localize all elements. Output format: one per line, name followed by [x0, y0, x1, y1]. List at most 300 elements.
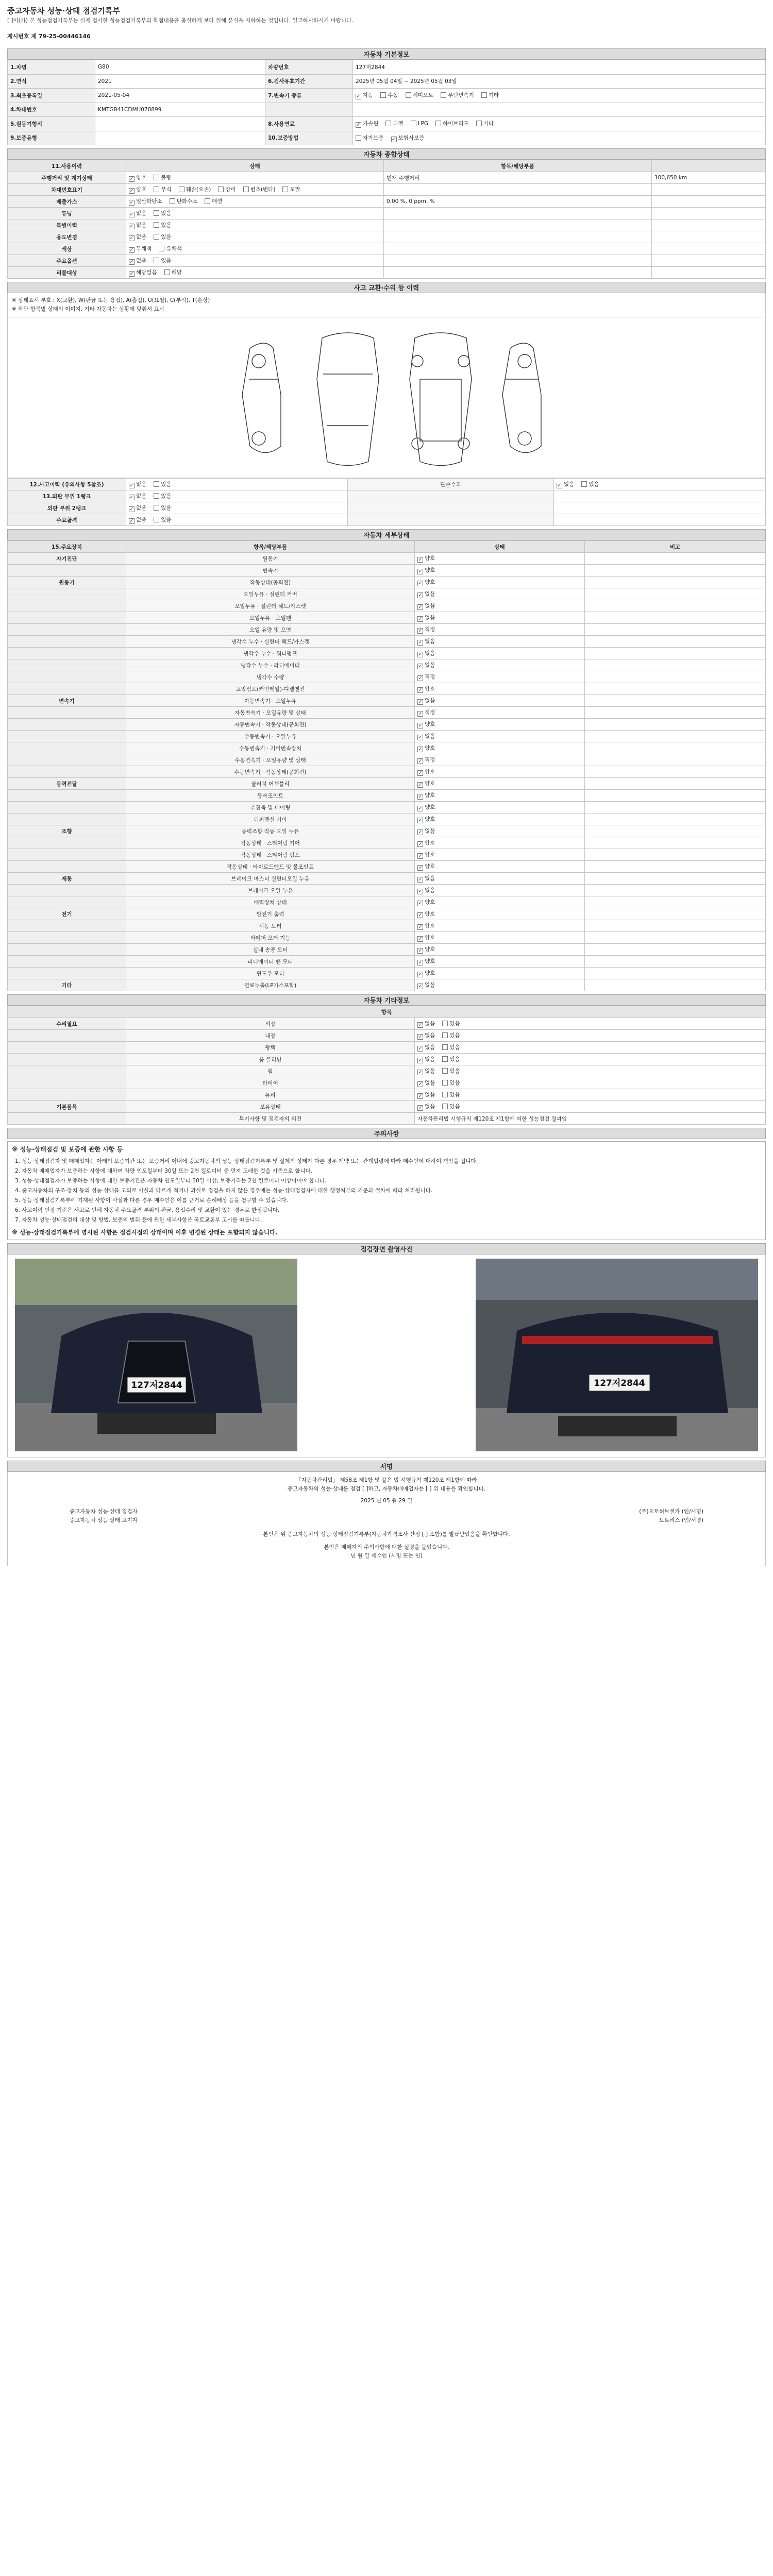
- checkbox-checked[interactable]: ✓: [418, 948, 423, 954]
- checkbox-option[interactable]: [154, 481, 171, 487]
- checkbox-label: 디젤: [393, 121, 404, 127]
- checkbox-option[interactable]: [129, 481, 146, 487]
- checkbox-checked[interactable]: ✓: [418, 794, 423, 800]
- checkbox-option[interactable]: [417, 757, 435, 763]
- checkbox-option[interactable]: [442, 1092, 460, 1098]
- checkbox-option[interactable]: [154, 222, 171, 228]
- detail-state: [415, 837, 585, 849]
- checkbox-option[interactable]: [481, 92, 499, 98]
- detail-category: 변속기: [8, 695, 126, 707]
- checkbox-option[interactable]: [417, 1021, 435, 1027]
- checkbox-checked[interactable]: ✓: [391, 136, 396, 142]
- checkbox-checked[interactable]: ✓: [129, 495, 134, 500]
- other-category: [8, 1030, 126, 1042]
- checkbox-unchecked[interactable]: [441, 92, 446, 98]
- checkbox-option[interactable]: [417, 709, 435, 716]
- checkbox-option[interactable]: [129, 493, 146, 499]
- detail-remark: [585, 778, 766, 790]
- checkbox-checked[interactable]: ✓: [557, 483, 562, 488]
- detail-row: [8, 624, 766, 636]
- checkbox-checked[interactable]: ✓: [418, 581, 423, 586]
- checkbox-option[interactable]: [417, 662, 435, 668]
- checkbox-label: 있음: [161, 234, 172, 240]
- checkbox-option[interactable]: [154, 187, 171, 193]
- checkbox-unchecked[interactable]: [218, 187, 224, 192]
- checkbox-option[interactable]: [129, 210, 146, 216]
- checkbox-checked[interactable]: ✓: [129, 235, 134, 241]
- checkbox-option[interactable]: [417, 982, 435, 988]
- checkbox-unchecked[interactable]: [154, 234, 159, 240]
- basic-label: 10.보증방법: [265, 131, 353, 145]
- checkbox-option[interactable]: [417, 615, 435, 621]
- checkbox-option[interactable]: [417, 1080, 435, 1086]
- detail-item: 시동 모터: [126, 920, 415, 932]
- checkbox-unchecked[interactable]: [179, 187, 184, 192]
- document-number-row: [7, 32, 766, 45]
- document-notice: [ ]이(가) 본 성능점검기록부는 실제 검사한 성능점검기록부의 확점내용을 충실하게 보다 위해 분실을 지하하는 것입니다. 일고하시하시기 바랍니다.: [7, 18, 354, 24]
- checkbox-option[interactable]: [417, 1044, 435, 1050]
- checkbox-label: 없음: [425, 615, 435, 621]
- checkbox-option[interactable]: [129, 187, 146, 193]
- basic-label: 2.연식: [8, 74, 95, 89]
- detail-state: [415, 742, 585, 754]
- detail-item: 작동상태(공회전): [126, 577, 415, 588]
- checkbox-unchecked[interactable]: [154, 175, 159, 180]
- checkbox-checked[interactable]: ✓: [418, 592, 423, 598]
- checkbox-checked[interactable]: ✓: [418, 818, 423, 823]
- detail-remark: [585, 612, 766, 624]
- checkbox-checked[interactable]: ✓: [418, 1093, 423, 1099]
- checkbox-label: 양호: [425, 781, 435, 787]
- checkbox-unchecked[interactable]: [154, 505, 159, 511]
- checkbox-checked[interactable]: ✓: [418, 972, 423, 977]
- checkbox-label: 변조(변타): [250, 187, 276, 193]
- checkbox-checked[interactable]: ✓: [418, 711, 423, 717]
- checkbox-unchecked[interactable]: [442, 1056, 448, 1062]
- detail-category: [8, 683, 126, 695]
- checkbox-option[interactable]: [282, 187, 300, 193]
- checkbox-checked[interactable]: ✓: [129, 271, 134, 277]
- checkbox-option[interactable]: [417, 567, 435, 573]
- checkbox-option[interactable]: [129, 198, 162, 205]
- basic-label: 차량번호: [265, 60, 353, 75]
- caution-item: 5. 성능·상태점검기록부에 기재된 사항이 사실과 다른 경우 매수인은 이를 근거로 손해배상 등을 청구할 수 있습니다.: [15, 1197, 288, 1204]
- checkbox-unchecked[interactable]: [154, 222, 159, 228]
- basic-label: 8.사용연료: [265, 117, 353, 131]
- checkbox-unchecked[interactable]: [442, 1044, 448, 1050]
- checkbox-checked[interactable]: ✓: [418, 569, 423, 574]
- detail-remark: [585, 553, 766, 565]
- checkbox-label: 양호: [425, 745, 435, 751]
- checkbox-option[interactable]: [417, 1056, 435, 1062]
- checkbox-option[interactable]: [417, 733, 435, 739]
- checkbox-option[interactable]: [417, 828, 435, 834]
- checkbox-option[interactable]: [154, 258, 171, 264]
- checkbox-option[interactable]: [154, 175, 171, 181]
- checkbox-option[interactable]: [164, 269, 182, 276]
- checkbox-unchecked[interactable]: [442, 1092, 448, 1097]
- checkbox-option[interactable]: [356, 135, 384, 141]
- other-item: 광택: [126, 1042, 415, 1054]
- checkbox-unchecked[interactable]: [243, 187, 249, 192]
- detail-row: [8, 968, 766, 979]
- checkbox-option[interactable]: [417, 1032, 435, 1039]
- checkbox-option[interactable]: [205, 198, 222, 205]
- checkbox-option[interactable]: [129, 234, 146, 240]
- detail-category: [8, 861, 126, 873]
- other-row: [8, 1089, 766, 1101]
- checkbox-checked[interactable]: ✓: [418, 901, 423, 906]
- checkbox-option[interactable]: [417, 1092, 435, 1098]
- checkbox-option[interactable]: [129, 222, 146, 228]
- checkbox-checked[interactable]: ✓: [418, 675, 423, 681]
- checkbox-checked[interactable]: ✓: [129, 224, 134, 229]
- checkbox-checked[interactable]: ✓: [418, 865, 423, 871]
- basic-row: [8, 74, 766, 89]
- checkbox-label: 없음: [564, 481, 575, 487]
- checkbox-unchecked[interactable]: [282, 187, 288, 192]
- checkbox-option[interactable]: [417, 674, 435, 680]
- checkbox-unchecked[interactable]: [154, 258, 159, 263]
- detail-item: 오일누유 · 오일팬: [126, 612, 415, 624]
- checkbox-checked[interactable]: ✓: [418, 829, 423, 835]
- detail-category: [8, 731, 126, 742]
- checkbox-option[interactable]: [417, 769, 435, 775]
- other-options: [415, 1089, 766, 1101]
- checkbox-unchecked[interactable]: [385, 121, 391, 126]
- checkbox-checked[interactable]: ✓: [418, 758, 423, 764]
- other-options: [415, 1065, 766, 1077]
- checkbox-option[interactable]: [557, 481, 574, 487]
- checkbox-label: 있음: [161, 493, 172, 499]
- detail-remark: [585, 896, 766, 908]
- checkbox-unchecked[interactable]: [154, 210, 159, 216]
- detail-remark: [585, 885, 766, 896]
- checkbox-unchecked[interactable]: [154, 517, 159, 522]
- checkbox-option[interactable]: [417, 555, 435, 562]
- checkbox-option[interactable]: [476, 121, 494, 127]
- checkbox-option[interactable]: [417, 875, 435, 882]
- checkbox-label: 없음: [136, 234, 147, 240]
- detail-state: [415, 956, 585, 968]
- checkbox-checked[interactable]: ✓: [418, 1070, 423, 1075]
- detail-state: [415, 659, 585, 671]
- checkbox-option[interactable]: [442, 1056, 460, 1062]
- checkbox-option[interactable]: [417, 638, 435, 645]
- checkbox-unchecked[interactable]: [442, 1080, 448, 1086]
- detail-state: [415, 873, 585, 885]
- checkbox-unchecked[interactable]: [380, 92, 386, 98]
- checkbox-option[interactable]: [417, 1068, 435, 1074]
- checkbox-option[interactable]: [417, 911, 435, 917]
- checkbox-checked[interactable]: ✓: [129, 200, 134, 206]
- detail-row: [8, 908, 766, 920]
- other-table: [7, 1006, 766, 1125]
- checkbox-checked[interactable]: ✓: [418, 782, 423, 788]
- checkbox-option[interactable]: [417, 804, 435, 810]
- checkbox-option[interactable]: [417, 946, 435, 953]
- detail-row: [8, 861, 766, 873]
- checkbox-unchecked[interactable]: [442, 1032, 448, 1038]
- condition-options: [126, 267, 384, 279]
- checkbox-checked[interactable]: ✓: [418, 984, 423, 989]
- checkbox-unchecked[interactable]: [476, 121, 482, 126]
- detail-row: [8, 565, 766, 577]
- detail-state: [415, 754, 585, 766]
- checkbox-option[interactable]: [154, 210, 171, 216]
- checkbox-option[interactable]: [385, 121, 403, 127]
- checkbox-option[interactable]: [154, 234, 171, 240]
- detail-remark: [585, 648, 766, 659]
- checkbox-checked[interactable]: ✓: [418, 557, 423, 563]
- checkbox-option[interactable]: [442, 1068, 460, 1074]
- detail-row: [8, 896, 766, 908]
- checkbox-option[interactable]: [129, 246, 152, 252]
- checkbox-option[interactable]: [129, 505, 146, 511]
- checkbox-checked[interactable]: ✓: [418, 877, 423, 883]
- checkbox-unchecked[interactable]: [205, 198, 210, 204]
- accident-label: 12.사고이력 (유의사항 5참조): [8, 479, 126, 490]
- checkbox-option[interactable]: [129, 269, 157, 276]
- accident-options-2: [554, 490, 766, 502]
- detail-item: 변속기: [126, 565, 415, 577]
- detail-item: 추진축 및 베어링: [126, 802, 415, 814]
- detail-header: 상태: [415, 541, 585, 553]
- checkbox-label: 양호: [425, 804, 435, 810]
- checkbox-checked[interactable]: ✓: [418, 652, 423, 657]
- detail-remark: [585, 825, 766, 837]
- checkbox-option[interactable]: [129, 517, 146, 523]
- detail-remark: [585, 802, 766, 814]
- checkbox-option[interactable]: [417, 721, 435, 727]
- checkbox-option[interactable]: [417, 970, 435, 976]
- checkbox-checked[interactable]: ✓: [418, 747, 423, 752]
- checkbox-unchecked[interactable]: [170, 198, 175, 204]
- checkbox-unchecked[interactable]: [154, 481, 159, 487]
- checkbox-option[interactable]: [417, 863, 435, 870]
- checkbox-checked[interactable]: ✓: [418, 889, 423, 894]
- checkbox-option[interactable]: [129, 258, 146, 264]
- checkbox-checked[interactable]: ✓: [418, 735, 423, 740]
- checkbox-label: 있음: [161, 517, 172, 523]
- checkbox-checked[interactable]: ✓: [418, 1034, 423, 1040]
- accident-table: [7, 478, 766, 526]
- checkbox-option[interactable]: [411, 121, 428, 127]
- checkbox-option[interactable]: [417, 852, 435, 858]
- basic-row: [8, 60, 766, 75]
- dealer-label: 중고자동차 성능·상태 고지자: [70, 1517, 138, 1523]
- detail-item: 실내 송풍 모터: [126, 944, 415, 956]
- other-options: [415, 1018, 766, 1030]
- checkbox-option[interactable]: [391, 135, 425, 141]
- checkbox-option[interactable]: [154, 505, 171, 511]
- checkbox-option[interactable]: [356, 121, 378, 127]
- other-options: 자동차관리법 시행규칙 제120조 제1항에 의한 성능점검 결과임: [415, 1113, 766, 1125]
- checkbox-checked[interactable]: ✓: [418, 699, 423, 705]
- checkbox-option[interactable]: [417, 816, 435, 822]
- checkbox-checked[interactable]: ✓: [418, 1105, 423, 1111]
- checkbox-checked[interactable]: ✓: [418, 687, 423, 693]
- checkbox-checked[interactable]: ✓: [418, 1081, 423, 1087]
- checkbox-checked[interactable]: ✓: [418, 960, 423, 965]
- checkbox-checked[interactable]: ✓: [129, 483, 134, 488]
- checkbox-checked[interactable]: ✓: [129, 259, 134, 265]
- checkbox-option[interactable]: [170, 198, 198, 205]
- accident-label-2: [348, 502, 554, 514]
- checkbox-option[interactable]: [417, 591, 435, 597]
- checkbox-checked[interactable]: ✓: [418, 604, 423, 610]
- checkbox-option[interactable]: [417, 745, 435, 751]
- checkbox-checked[interactable]: ✓: [129, 176, 134, 182]
- checkbox-unchecked[interactable]: [481, 92, 487, 98]
- signature-date: 2025 년 05 월 29 일: [360, 1498, 413, 1504]
- detail-remark: [585, 719, 766, 731]
- condition-note: [384, 231, 652, 243]
- checkbox-unchecked[interactable]: [442, 1021, 448, 1026]
- checkbox-checked[interactable]: ✓: [418, 628, 423, 634]
- checkbox-label: 무단변속기: [448, 92, 474, 99]
- checkbox-checked[interactable]: ✓: [418, 664, 423, 669]
- checkbox-checked[interactable]: ✓: [356, 122, 361, 128]
- checkbox-option[interactable]: [435, 121, 469, 127]
- checkbox-checked[interactable]: ✓: [418, 616, 423, 622]
- checkbox-unchecked[interactable]: [411, 121, 416, 126]
- rear-car-image: [476, 1259, 758, 1451]
- checkbox-option[interactable]: [417, 935, 435, 941]
- checkbox-option[interactable]: [417, 579, 435, 585]
- checkbox-checked[interactable]: ✓: [129, 188, 134, 194]
- checkbox-option[interactable]: [442, 1104, 460, 1110]
- checkbox-unchecked[interactable]: [406, 92, 411, 98]
- checkbox-checked[interactable]: ✓: [418, 806, 423, 811]
- checkbox-unchecked[interactable]: [356, 135, 361, 141]
- checkbox-checked[interactable]: ✓: [129, 518, 134, 524]
- detail-item: 냉각수 누수 · 라디에이터: [126, 659, 415, 671]
- detail-row: [8, 956, 766, 968]
- checkbox-option[interactable]: [417, 603, 435, 609]
- checkbox-checked[interactable]: ✓: [418, 853, 423, 859]
- basic-label: 1.차명: [8, 60, 95, 75]
- checkbox-option[interactable]: [406, 92, 434, 98]
- checkbox-checked[interactable]: ✓: [418, 1046, 423, 1052]
- checkbox-option[interactable]: [154, 493, 171, 499]
- checkbox-option[interactable]: [159, 246, 181, 252]
- checkbox-option[interactable]: [417, 899, 435, 905]
- checkbox-unchecked[interactable]: [581, 481, 587, 487]
- detail-item: 수동변속기 · 오일누유: [126, 731, 415, 742]
- checkbox-unchecked[interactable]: [164, 269, 170, 275]
- checkbox-option[interactable]: [218, 187, 236, 193]
- checkbox-unchecked[interactable]: [435, 121, 441, 126]
- checkbox-option[interactable]: [179, 187, 211, 193]
- condition-extra: [652, 196, 766, 208]
- detail-remark: [585, 814, 766, 825]
- checkbox-checked[interactable]: ✓: [418, 723, 423, 728]
- checkbox-label: 있음: [161, 210, 172, 216]
- checkbox-checked[interactable]: ✓: [418, 770, 423, 776]
- checkbox-unchecked[interactable]: [154, 493, 159, 499]
- checkbox-checked[interactable]: ✓: [418, 640, 423, 646]
- checkbox-checked[interactable]: ✓: [418, 841, 423, 847]
- condition-row: [8, 231, 766, 243]
- condition-note: [384, 243, 652, 255]
- section-basic-title: 자동차 기본정보: [7, 48, 766, 60]
- condition-row: [8, 184, 766, 196]
- other-item: 보유상태: [126, 1101, 415, 1113]
- checkbox-option[interactable]: [356, 92, 373, 98]
- detail-item: 자동변속기 · 작동상태(공회전): [126, 719, 415, 731]
- checkbox-option[interactable]: [417, 698, 435, 704]
- checkbox-checked[interactable]: ✓: [418, 1058, 423, 1063]
- accident-label: 13.외판 부위 1랭크: [8, 490, 126, 502]
- checkbox-option[interactable]: [442, 1044, 460, 1050]
- checkbox-option[interactable]: [581, 481, 599, 487]
- detail-category: 자기진단: [8, 553, 126, 565]
- detail-item: 수동변속기 · 작동상태(공회전): [126, 766, 415, 778]
- checkbox-checked[interactable]: ✓: [129, 212, 134, 217]
- checkbox-option[interactable]: [442, 1021, 460, 1027]
- checkbox-option[interactable]: [154, 517, 171, 523]
- checkbox-unchecked[interactable]: [442, 1104, 448, 1109]
- detail-item: 와이퍼 모터 기능: [126, 932, 415, 944]
- checkbox-option[interactable]: [417, 781, 435, 787]
- checkbox-label: 없음: [136, 505, 147, 511]
- checkbox-label: 없음: [425, 1104, 435, 1110]
- checkbox-unchecked[interactable]: [442, 1068, 448, 1074]
- checkbox-option[interactable]: [442, 1032, 460, 1039]
- section-signature-title: 서명: [7, 1461, 766, 1472]
- detail-category: [8, 565, 126, 577]
- checkbox-unchecked[interactable]: [159, 246, 164, 251]
- checkbox-checked[interactable]: ✓: [356, 94, 361, 100]
- other-options: [415, 1077, 766, 1089]
- checkbox-option[interactable]: [380, 92, 398, 98]
- checkbox-option[interactable]: [417, 887, 435, 893]
- checkbox-option[interactable]: [129, 175, 146, 181]
- basic-label: 5.원동기형식: [8, 117, 95, 131]
- checkbox-option[interactable]: [417, 840, 435, 846]
- checkbox-option[interactable]: [417, 626, 435, 633]
- checkbox-option[interactable]: [441, 92, 474, 98]
- checkbox-option[interactable]: [417, 792, 435, 799]
- checkbox-option[interactable]: [417, 923, 435, 929]
- checkbox-checked[interactable]: ✓: [418, 936, 423, 942]
- other-item: 특기사항 및 점검자의 의견: [126, 1113, 415, 1125]
- checkbox-checked[interactable]: ✓: [418, 924, 423, 930]
- detail-state: [415, 896, 585, 908]
- checkbox-checked[interactable]: ✓: [418, 1022, 423, 1028]
- accident-label-2: [348, 490, 554, 502]
- condition-options: [126, 172, 384, 184]
- checkbox-option[interactable]: [417, 686, 435, 692]
- checkbox-checked[interactable]: ✓: [418, 912, 423, 918]
- detail-remark: [585, 873, 766, 885]
- checkbox-unchecked[interactable]: [154, 187, 159, 192]
- checkbox-option[interactable]: [417, 1104, 435, 1110]
- checkbox-option[interactable]: [442, 1080, 460, 1086]
- checkbox-option[interactable]: [417, 650, 435, 656]
- detail-row: [8, 885, 766, 896]
- checkbox-checked[interactable]: ✓: [129, 247, 134, 253]
- detail-category: [8, 814, 126, 825]
- checkbox-checked[interactable]: ✓: [129, 506, 134, 512]
- detail-remark: [585, 766, 766, 778]
- detail-category: [8, 600, 126, 612]
- checkbox-option[interactable]: [243, 187, 276, 193]
- section-accident-title: 사고 교환·수리 등 이력: [7, 282, 766, 293]
- detail-item: 원동기: [126, 553, 415, 565]
- checkbox-option[interactable]: [417, 958, 435, 964]
